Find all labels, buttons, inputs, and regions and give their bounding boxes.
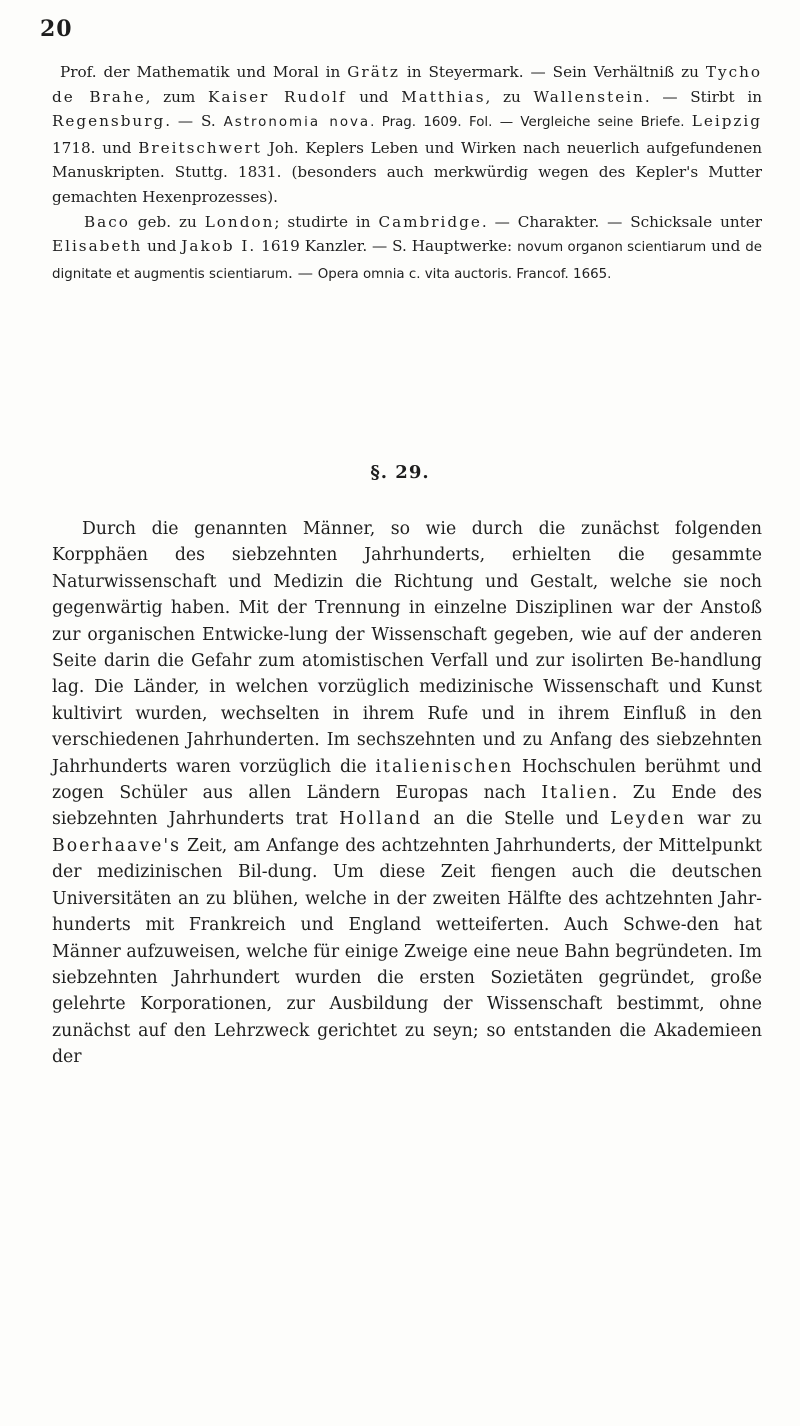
name-kaiser-rudolf: Kaiser Rudolf <box>208 87 347 106</box>
footnote-text: geb. zu <box>129 212 205 231</box>
page-number: 20 <box>40 16 73 42</box>
footnote-text: . Prag. 1609. Fol. — Vergleiche seine Briefe. <box>370 115 692 131</box>
title-opera-omnia: Opera omnia c. vita auctoris. Francof. 1665. <box>317 266 612 282</box>
place-graetz: Grätz <box>347 63 400 81</box>
place-cambridge: Cambridge <box>378 212 482 231</box>
name-boerhaave: Boerhaave's <box>52 835 181 856</box>
footnote-text: ; studirte in <box>274 212 379 231</box>
footnote-text: , zu <box>485 87 534 106</box>
footnote-text: 1619 Kanzler. — S. Hauptwerke: <box>256 237 518 256</box>
place-italien: Italien <box>541 783 612 804</box>
footnote-text: Joh. Keplers Leben und Wirken nach neuerlich aufgefundenen Manuskripten. Stuttg. 1831. (besonders auch merkwürdig wegen des Kepler's Mutter gemachten Hexenprozesses). <box>52 138 763 206</box>
word-italienischen: italienischen <box>375 756 514 777</box>
section-heading: §. 29. <box>370 462 430 483</box>
name-matthias: Matthias <box>401 87 486 106</box>
name-breitschwert: Breitschwert <box>138 138 263 157</box>
body-text: Hochschulen berühmt und zogen Schüler aus allen Ländern Europas nach <box>52 756 762 804</box>
name-wallenstein: Wallenstein <box>533 87 645 106</box>
footnote-text: . — S. <box>165 112 224 131</box>
footnote-block <box>52 60 762 287</box>
body-text: an die Stelle und <box>422 809 611 830</box>
title-astronomia-nova: Astronomia nova <box>223 115 371 131</box>
footnote-text: und <box>346 87 402 106</box>
body-text: . Zu Ende des siebzehnten Jahrhunderts trat <box>52 783 762 830</box>
title-novum-organon: novum organon scientiarum <box>517 240 707 256</box>
footnote-text: 1718. und <box>52 138 139 157</box>
footnote-text: . — Charakter. — Schicksale unter <box>481 212 762 231</box>
footnote-text: , zum <box>145 87 209 106</box>
place-leyden: Leyden <box>610 809 686 830</box>
footnote-text: und <box>706 237 746 256</box>
name-elisabeth: Elisabeth <box>52 237 143 256</box>
place-leipzig: Leipzig <box>691 112 762 131</box>
place-regensburg: Regensburg <box>52 112 166 131</box>
footnote-text: Prof. der Mathematik und Moral in <box>60 63 348 81</box>
footnote-text: . — <box>288 263 318 282</box>
footnote-text: . — Stirbt in <box>644 87 762 106</box>
place-london: London <box>204 212 275 231</box>
body-text: Durch die genannten Männer, so wie durch die zunächst folgenden Korpphäen des siebzehnten Jahrhunderts, erhielten die gesammte Naturwissenschaft und Medizin die Richtung und Gestalt, welche sie noch gegenwärtig haben. Mit der Trennung in einzelne Disziplinen war der Anstoß zur organischen Entwicke-lung der Wissenschaft gegeben, wie auf der anderen Seite darin die Gefahr zum atomistischen Verfall und zur isolirten Be-handlung lag. Die Länder, in welchen vorzüglich medizinische Wissenschaft und Kunst kultivirt wurden, wechselten in ihrem Rufe und in ihrem Einfluß in den verschiedenen Jahrhunderten. Im sechszehnten und zu Anfang des siebzehnten Jahrhunderts waren vorzüglich die <box>52 519 762 777</box>
name-tycho-de-brahe: Tycho de Brahe <box>52 63 763 106</box>
footnote-kepler-entry <box>52 60 762 210</box>
body-text: Zeit, am Anfange des achtzehnten Jahrhunderts, der Mittelpunkt der medizinischen Bil-dung. Um diese Zeit fiengen auch die deutschen Universitäten an zu blühen, welche in der zweiten Hälfte des achtzehnten Jahr-hunderts mit Frankreich und England wetteiferten. Auch Schwe-den hat Männer aufzuweisen, welche für einige Zweige eine neue Bahn begründeten. Im siebzehnten Jahrhundert wurden die ersten Sozietäten gegründet, große gelehrte Korporationen, zur Ausbildung der Wissenschaft bestimmt, ohne zunächst auf den Lehrzweck gerichtet zu seyn; so entstanden die Akademieen der <box>52 835 762 1068</box>
footnote-text: in Steyermark. — Sein Verhältniß zu <box>399 63 706 81</box>
name-baco: Baco <box>84 212 130 231</box>
footnote-bacon-entry <box>52 210 762 288</box>
name-jakob-i: Jakob I. <box>181 237 257 256</box>
footnote-text: und <box>142 237 182 256</box>
main-paragraph <box>52 516 762 1071</box>
main-text-block <box>52 516 762 1071</box>
title-de-dignitate: de dignitate et augmentis scientiarum <box>52 240 762 282</box>
body-text: war zu <box>685 809 762 830</box>
place-holland: Holland <box>339 809 423 830</box>
